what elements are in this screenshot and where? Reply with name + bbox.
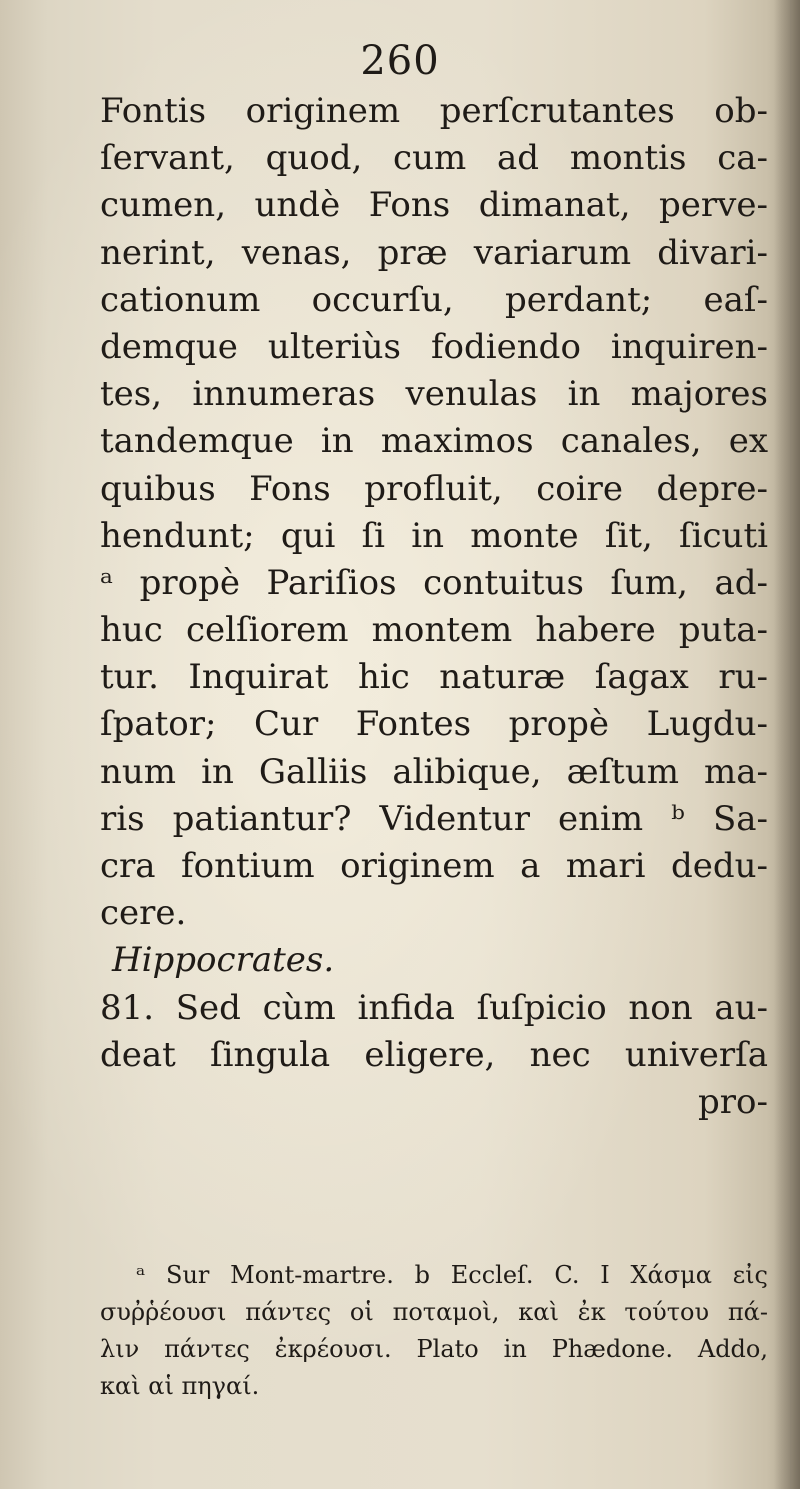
text-line: Fontis originem perſcrutantes ob- xyxy=(100,91,768,131)
text-line: cationum occurſu, perdant; eaſ- xyxy=(100,279,768,320)
text-line: tes, innumeras venulas in majores xyxy=(100,374,768,415)
text-line: ris patiantur? Videntur enim ᵇ Sa- xyxy=(100,798,768,839)
catchword: pro- xyxy=(698,1081,768,1122)
text-line: ᵃ propè Pariſios contuitus ſum, ad- xyxy=(100,562,768,603)
text-line: nerint, venas, præ variarum divari- xyxy=(100,232,768,273)
text-line: demque ulteriùs fodiendo inquiren- xyxy=(100,326,768,367)
paragraph-line: deat ſingula eligere, nec univerſa xyxy=(100,1034,768,1075)
text-line: tandemque in maximos canales, ex xyxy=(100,421,768,462)
page-edge-line xyxy=(790,0,792,1489)
text-line: cere. xyxy=(100,893,187,934)
page-edge-shadow xyxy=(774,0,800,1489)
text-line: ſervant, quod, cum ad montis ca- xyxy=(100,138,768,179)
text-line: cumen, undè Fons dimanat, perve- xyxy=(100,185,768,226)
text-line: huc celſiorem montem habere puta- xyxy=(100,610,768,651)
page-number: 260 xyxy=(360,38,440,84)
section-heading: Hippocrates. xyxy=(112,940,335,981)
footnote-line: λιν πάντες ἐκρέουσι. Plato in Phædone. Addo, xyxy=(100,1335,768,1363)
text-line: num in Galliis alibique, æſtum ma- xyxy=(100,751,768,792)
footnote-line: καὶ αἱ πηγαί. xyxy=(100,1372,260,1400)
main-text-block xyxy=(100,88,768,1126)
text-line: quibus Fons profluit, coire depre- xyxy=(100,468,768,509)
text-line: tur. Inquirat hic naturæ ſagax ru- xyxy=(100,657,768,698)
paragraph-line: 81. Sed cùm infida ſuſpicio non au- xyxy=(100,987,768,1028)
footnote-line: ᵃ Sur Mont-martre. b Eccleſ. C. I Χάσμα εἰς xyxy=(136,1261,768,1289)
text-line: ſpator; Cur Fontes propè Lugdu- xyxy=(100,704,768,745)
text-line: hendunt; qui ſi in monte ſit, ſicuti xyxy=(100,515,768,556)
footnotes xyxy=(100,1257,768,1405)
text-line: cra fontium originem a mari dedu- xyxy=(100,846,768,886)
footnote-line: συῤῥέουσι πάντες οἱ ποταμοὶ, καὶ ἐκ τούτου πά- xyxy=(100,1298,768,1326)
